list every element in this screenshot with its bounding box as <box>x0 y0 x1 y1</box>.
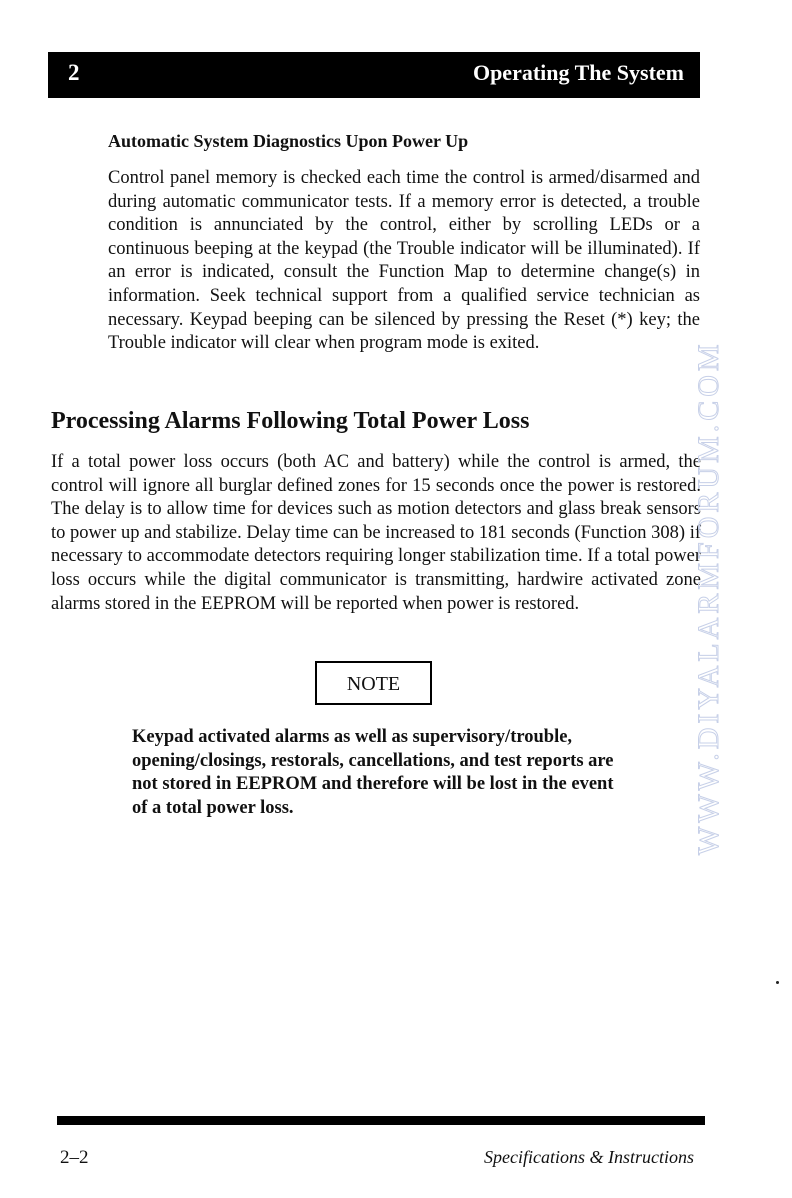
diagnostics-heading: Automatic System Diagnostics Upon Power Up <box>108 131 469 151</box>
note-label-box: NOTE <box>315 661 432 705</box>
chapter-number: 2 <box>68 60 80 85</box>
watermark: WWW.DIYALARMFORUM.COM <box>692 340 725 855</box>
scan-speck <box>776 981 779 984</box>
footer-rule <box>57 1116 705 1125</box>
page-number: 2–2 <box>60 1147 89 1168</box>
diagnostics-paragraph: Control panel memory is checked each time the control is armed/disarmed and during automatic communicator tests. If a memory error is detected, a trouble condition is annunciated by the control, either by scrolling LEDs or a continuous beeping at the keypad (the Trouble indicator will be illuminated). If an error is indicated, consult the Function Map to determine change(s) in information. Seek technical support from a qualified service technician as necessary. Keypad beeping can be silenced by pressing the Reset (*) key; the Trouble indicator will clear when program mode is exited. <box>108 168 700 354</box>
power-loss-paragraph: If a total power loss occurs (both AC and battery) while the control is armed, the control will ignore all burglar defined zones for 15 seconds once the power is restored. The delay is to allow time for devices such as motion detectors and glass break sensors to power up and stabilize. Delay time can be increased to 181 seconds (Function 308) if necessary to accommodate detectors requiring longer stabilization time. If a total power loss occurs while the digital communicator is transmitting, hardwire activated zone alarms stored in the EEPROM will be reported when power is restored. <box>51 452 701 614</box>
chapter-title: Operating The System <box>472 60 684 85</box>
footer-title: Specifications & Instructions <box>484 1147 694 1167</box>
chapter-header-bar <box>48 52 700 98</box>
power-loss-heading: Processing Alarms Following Total Power Loss <box>51 408 530 434</box>
note-text: Keypad activated alarms as well as supervisory/trouble, opening/closings, restorals, cancellations, and test reports are not stored in EEPROM and therefore will be lost in the event of a total power loss. <box>132 727 614 818</box>
